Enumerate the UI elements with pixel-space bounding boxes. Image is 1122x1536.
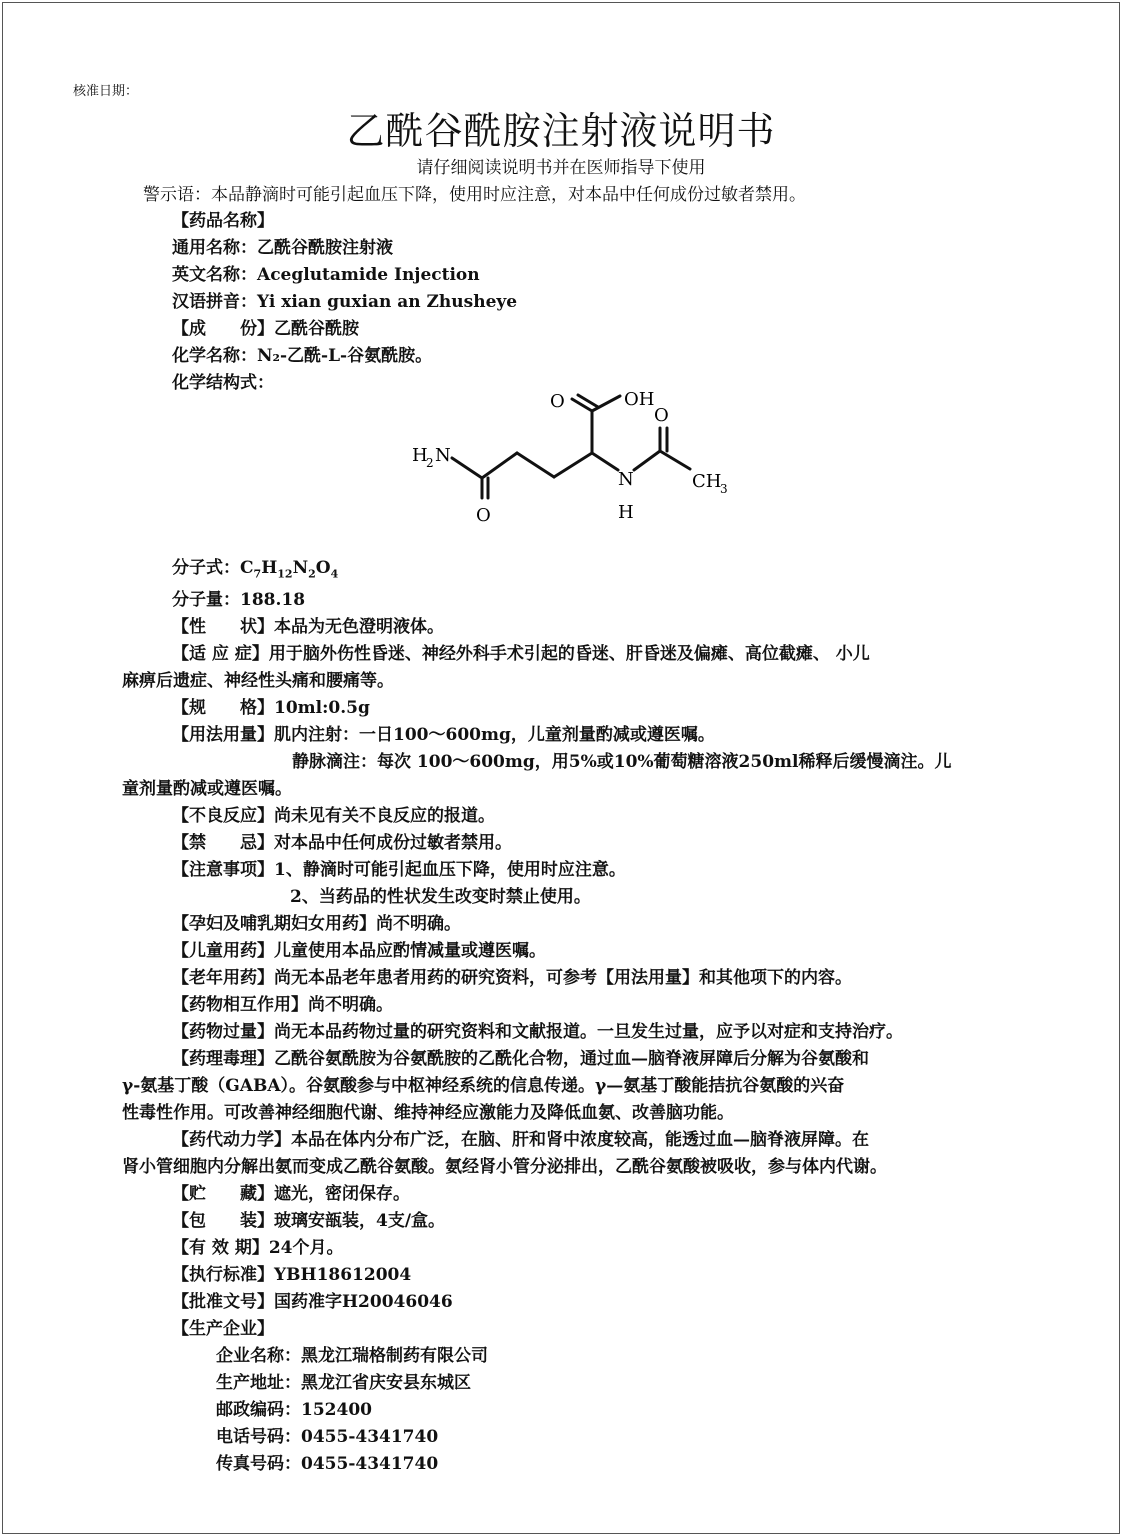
formula-c-count: 7 xyxy=(253,567,262,581)
drug-name-header: 【药品名称】 xyxy=(172,211,274,231)
standard: 【执行标准】YBH18612004 xyxy=(172,1265,412,1286)
manufacturer-header: 【生产企业】 xyxy=(172,1319,274,1340)
generic-name: 通用名称：乙酰谷酰胺注射液 xyxy=(172,238,393,258)
formula-o-count: 4 xyxy=(330,567,339,581)
atom-n-amide: N xyxy=(618,469,634,490)
atom-o-bottom: O xyxy=(476,505,491,526)
leaflet-body xyxy=(122,208,1042,1478)
atom-n-amine: N xyxy=(435,445,451,466)
pharmacology-line-1: 【药理毒理】乙酰谷氨酰胺为谷氨酰胺的乙酰化合物，通过血—脑脊液屏障后分解为谷氨酸和 xyxy=(172,1049,869,1070)
subtitle: 请仔细阅读说明书并在医师指导下使用 xyxy=(416,158,706,178)
chemical-name: 化学名称：N₂-乙酰-L-谷氨酰胺。 xyxy=(172,346,433,366)
warning-text: 警示语：本品静滴时可能引起血压下降，使用时应注意，对本品中任何成份过敏者禁用。 xyxy=(143,185,806,205)
indications-line-1: 【适 应 症】用于脑外伤性昏迷、神经外科手术引起的昏迷、肝昏迷及偏瘫、高位截瘫、 小儿 xyxy=(172,644,870,665)
adverse-reactions: 【不良反应】尚未见有关不良反应的报道。 xyxy=(172,806,495,827)
pharmacology-line-2: γ-氨基丁酸（GABA）。谷氨酸参与中枢神经系统的信息传递。γ—氨基丁酸能拮抗谷氨酸的兴奋 xyxy=(122,1076,845,1097)
ingredient: 【成 份】乙酰谷酰胺 xyxy=(172,319,359,339)
formula-c: C xyxy=(240,558,254,578)
pharmacology-line-3: 性毒性作用。可改善神经细胞代谢、维持神经应激能力及降低血氨、改善脑功能。 xyxy=(122,1103,734,1124)
specification: 【规 格】10ml:0.5g xyxy=(172,698,370,719)
indications-line-2: 麻痹后遗症、神经性头痛和腰痛等。 xyxy=(122,671,394,692)
structure-diagram xyxy=(402,391,762,551)
pediatric-use: 【儿童用药】儿童使用本品应酌情减量或遵医嘱。 xyxy=(172,941,546,962)
formula-n: N xyxy=(292,558,309,578)
package: 【包 装】玻璃安瓿装，4支/盒。 xyxy=(172,1211,446,1232)
drug-interactions: 【药物相互作用】尚不明确。 xyxy=(172,995,393,1016)
atom-h-sub: 2 xyxy=(426,456,434,470)
approval-number: 【批准文号】国药准字H20046046 xyxy=(172,1292,453,1313)
atom-oh: OH xyxy=(624,391,655,410)
atom-ch-sub: 3 xyxy=(720,482,728,496)
english-name: 英文名称：Aceglutamide Injection xyxy=(172,265,480,285)
validity: 【有 效 期】24个月。 xyxy=(172,1238,344,1259)
precautions-line-2: 2、当药品的性状发生改变时禁止使用。 xyxy=(290,887,591,908)
phone-number: 电话号码：0455-4341740 xyxy=(216,1427,439,1448)
formula-h: H xyxy=(261,558,278,578)
pharmacokinetics-line-2: 肾小管细胞内分解出氨而变成乙酰谷氨酸。氨经肾小管分泌排出，乙酰谷氨酸被吸收，参与体内代谢。 xyxy=(122,1157,887,1178)
page-title: 乙酰谷酰胺注射液说明书 xyxy=(346,109,776,153)
atom-h: H xyxy=(412,445,428,466)
molecular-formula xyxy=(122,555,1042,587)
contraindications: 【禁 忌】对本品中任何成份过敏者禁用。 xyxy=(172,833,512,854)
geriatric-use: 【老年用药】尚无本品老年患者用药的研究资料，可参考【用法用量】和其他项下的内容。 xyxy=(172,968,852,989)
approval-date-label: 核准日期： xyxy=(73,84,139,99)
structure-label: 化学结构式： xyxy=(172,373,274,393)
formula-n-count: 2 xyxy=(308,567,316,581)
dosage-line-1: 【用法用量】肌内注射：一日100～600mg，儿童剂量酌减或遵医嘱。 xyxy=(172,725,715,746)
dosage-line-3: 童剂量酌减或遵医嘱。 xyxy=(122,779,292,800)
dosage-line-2: 静脉滴注：每次 100～600mg，用5%或10%葡萄糖溶液250ml稀释后缓慢滴注。儿 xyxy=(292,752,952,773)
formula-label: 分子式： xyxy=(172,558,240,578)
company-name: 企业名称：黑龙江瑞格制药有限公司 xyxy=(216,1346,488,1367)
pregnancy-use: 【孕妇及哺乳期妇女用药】尚不明确。 xyxy=(172,914,461,935)
atom-ch: CH xyxy=(692,471,722,492)
pinyin-name: 汉语拼音：Yi xian guxian an Zhusheye xyxy=(172,292,518,312)
storage: 【贮 藏】遮光，密闭保存。 xyxy=(172,1184,410,1205)
description: 【性 状】本品为无色澄明液体。 xyxy=(172,617,444,638)
atom-o-top: O xyxy=(550,391,565,412)
postcode: 邮政编码：152400 xyxy=(216,1400,372,1421)
formula-o: O xyxy=(315,558,331,578)
chemical-structure xyxy=(122,391,1042,555)
precautions-line-1: 【注意事项】1、静滴时可能引起血压下降，使用时应注意。 xyxy=(172,860,626,881)
pharmacokinetics-line-1: 【药代动力学】本品在体内分布广泛，在脑、肝和肾中浓度较高，能透过血—脑脊液屏障。在 xyxy=(172,1130,869,1151)
fax-number: 传真号码：0455-4341740 xyxy=(216,1454,439,1475)
formula-h-count: 12 xyxy=(277,567,293,581)
atom-o-acetyl: O xyxy=(654,405,669,426)
production-address: 生产地址：黑龙江省庆安县东城区 xyxy=(216,1373,471,1394)
overdose: 【药物过量】尚无本品药物过量的研究资料和文献报道。一旦发生过量，应予以对症和支持治疗。 xyxy=(172,1022,903,1043)
molecular-weight: 分子量：188.18 xyxy=(172,590,306,611)
atom-h-amide: H xyxy=(618,502,634,523)
